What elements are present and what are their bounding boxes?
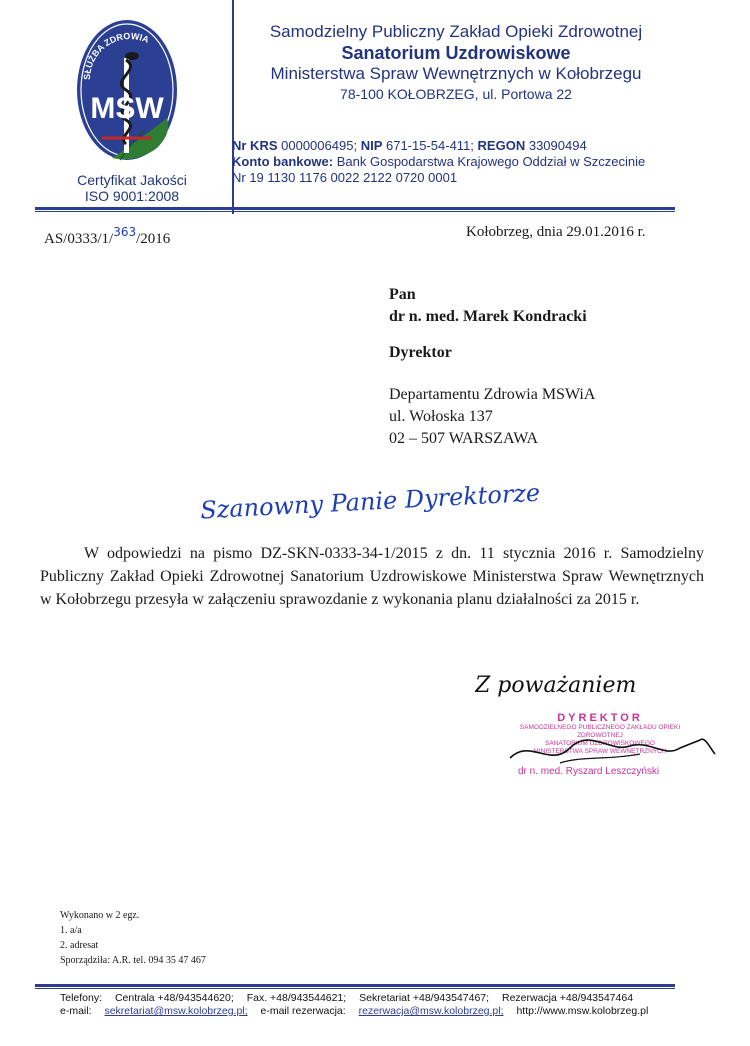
footer-reservation-email-link[interactable]: rezerwacja@msw.kolobrzeg.pl; — [358, 1005, 504, 1017]
footer-divider — [35, 984, 675, 987]
certificate-block — [52, 172, 212, 204]
addressee-street: ul. Wołoska 137 — [389, 408, 493, 425]
msw-health-service-logo — [72, 18, 182, 168]
nip-value: 671-15-54-411; — [385, 138, 474, 153]
krs-label: Nr KRS — [232, 138, 278, 153]
reference-number — [44, 225, 171, 248]
footer-fax: Fax. +48/943544621; — [246, 992, 347, 1004]
note-copy-2: 2. adresat — [60, 940, 99, 951]
regon-label: REGON — [477, 138, 526, 153]
certificate-iso: ISO 9001:2008 — [84, 188, 180, 204]
header-divider-thin — [35, 211, 675, 212]
reference-suffix: /2016 — [136, 231, 171, 247]
registration-details — [232, 138, 692, 186]
footer-email-link[interactable]: sekretariat@msw.kolobrzeg.pl; — [104, 1005, 248, 1017]
org-name-line3: Ministerstwa Spraw Wewnętrznych w Kołobrzegu — [270, 64, 642, 83]
bank-label: Konto bankowe: — [232, 154, 334, 169]
footer-email-label: e-mail: — [60, 1005, 92, 1017]
org-name-line2: Sanatorium Uzdrowiskowe — [341, 43, 571, 63]
footer-contacts — [60, 992, 700, 1018]
addressee-name: dr n. med. Marek Kondracki — [389, 308, 587, 325]
addressee-position: Dyrektor — [389, 344, 452, 361]
logo-letters: MSW — [90, 92, 164, 125]
regon-value: 33090494 — [528, 138, 587, 153]
distribution-note — [60, 908, 206, 968]
certificate-title: Certyfikat Jakości — [77, 172, 187, 188]
stamp-line3: MINISTERSTWA SPRAW WEWNĘTRZNYCH — [533, 748, 667, 755]
footer-website-link[interactable]: http://www.msw.kolobrzeg.pl — [516, 1005, 649, 1017]
bank-line — [232, 154, 692, 170]
addressee-department: Departamentu Zdrowia MSWiA — [389, 386, 596, 403]
note-copies: Wykonano w 2 egz. — [60, 910, 140, 921]
stamp-signatory: dr n. med. Ryszard Leszczyński — [518, 766, 660, 777]
handwritten-salutation-text: Szanowny Panie Dyrektorze — [200, 478, 541, 525]
organization-header — [236, 22, 676, 104]
stamp-line1: SAMODZIELNEGO PUBLICZNEGO ZAKŁADU OPIEKI ZDROWOTNEJ — [519, 724, 681, 739]
addressee-city: 02 – 507 WARSZAWA — [389, 430, 539, 447]
footer-secretariat: Sekretariat +48/943547467; — [359, 992, 490, 1004]
stamp-line2: SANATORIUM UZDROWISKOWEGO — [545, 740, 655, 747]
footer-phones-label: Telefony: — [60, 992, 103, 1004]
addressee-title: Pan — [389, 286, 416, 303]
krs-value: 0000006495; — [281, 138, 358, 153]
footer-reservation: Rezerwacja +48/943547464 — [501, 992, 634, 1004]
reference-prefix: AS/0333/1/ — [44, 231, 114, 247]
footer-divider-thin — [35, 988, 675, 989]
stamp-title: DYREKTOR — [557, 712, 643, 724]
header-divider — [35, 207, 675, 210]
handwritten-reference-number: 363 — [113, 225, 137, 239]
date-line: Kołobrzeg, dnia 29.01.2016 r. — [466, 224, 646, 240]
note-prepared-by: Sporządziła: A.R. tel. 094 35 47 467 — [60, 955, 206, 966]
logo-arc-text: SŁUŻBA ZDROWIA — [81, 30, 151, 81]
note-copy-1: 1. a/a — [60, 925, 82, 936]
bank-account: Nr 19 1130 1176 0022 2122 0720 0001 — [232, 170, 458, 185]
footer-reservation-email-label: e-mail rezerwacja: — [260, 1005, 346, 1017]
nip-label: NIP — [360, 138, 383, 153]
registration-line — [232, 138, 692, 154]
footer-emails — [60, 1005, 700, 1018]
body-paragraph: W odpowiedzi na pismo DZ-SKN-0333-34-1/2015 z dn. 11 stycznia 2016 r. Samodzielny Publiczny Zakład Opieki Zdrowotnej Sanatorium Uzdrowiskowe Ministerstwa Spraw Wewnętrznych w Kołobrzegu przesyła w załączeniu sprawozdanie z wykonania planu działalności za 2015 r. — [40, 545, 704, 608]
handwritten-regards-text: Z poważaniem — [475, 673, 637, 698]
org-address: 78-100 KOŁOBRZEG, ul. Portowa 22 — [340, 86, 572, 102]
handwritten-regards — [475, 664, 700, 704]
addressee-block — [389, 284, 595, 450]
footer-central: Centrala +48/943544620; — [114, 992, 234, 1004]
handwritten-salutation — [200, 470, 620, 530]
org-name-line1: Samodzielny Publiczny Zakład Opieki Zdrowotnej — [269, 22, 643, 41]
footer-phones — [60, 992, 700, 1005]
letter-body — [40, 542, 704, 611]
bank-name: Bank Gospodarstwa Krajowego Oddział w Szczecinie — [336, 154, 646, 169]
signature — [500, 718, 720, 778]
